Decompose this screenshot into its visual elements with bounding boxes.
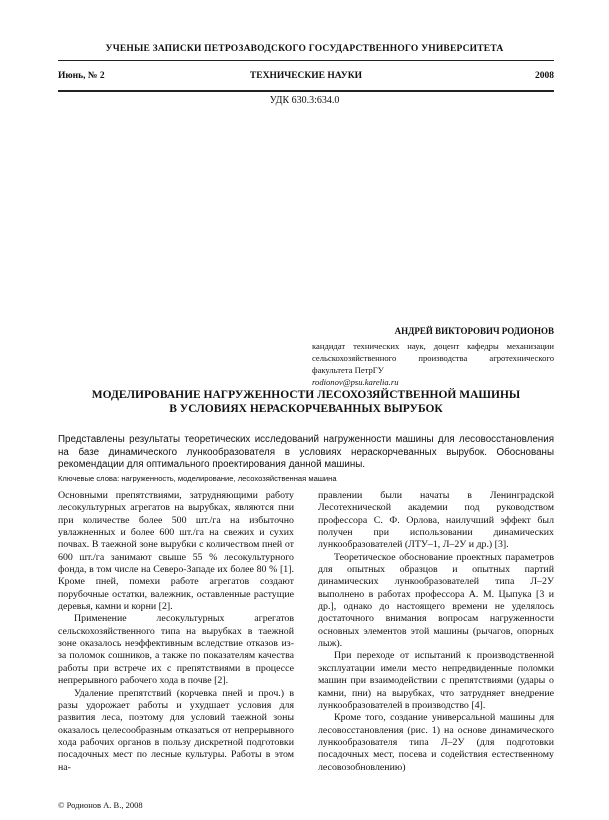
paragraph: Удаление препятствий (корчевка пней и проч.) в разы удорожает работы и ухудшает условия для развития леса, поэтому для условий таежной зоны оказалось целесообразным отказаться от непрерывного хода рабочих органов в пользу дискретной подготовки посадочных мест по лесные культуры. Работы в этом на-	[58, 687, 294, 773]
year-label: 2008	[535, 71, 554, 81]
header-rule	[58, 60, 554, 61]
paragraph: Основными препятствиями, затрудняющими работу лесокультурных агрегатов на вырубках, являются пни при количестве более 500 шт./га на избыточно увлажненных и более 600 шт./га на свежих и сухих почвах. В таежной зоне вырубки с количеством пней от 600 шт./га занимают свыше 55 % лесокультурного фонда, в том числе на Северо-Западе их более 80 % [1]. Кроме пней, помехи работе агрегатов создают порубочные остатки, валежник, оставленные растущие деревья, камни и корни [2].	[58, 490, 294, 613]
author-name: АНДРЕЙ ВИКТОРОВИЧ РОДИОНОВ	[394, 326, 554, 336]
title-line: В УСЛОВИЯХ НЕРАСКОРЧЕВАННЫХ ВЫРУБОК	[169, 403, 443, 415]
abstract: Представлены результаты теоретических исследований нагруженности машины для лесовосстановления на базе динамического лункообразователя в условиях нераскорчеванных вырубок. Обоснованы рекомендации для оптимального проектирования данной машины.	[58, 434, 554, 471]
meta-rule	[58, 90, 554, 92]
udk-code: УДК 630.3:634.0	[269, 95, 340, 106]
affiliation-line: факультета ПетрГУ	[312, 365, 384, 375]
affiliation-line: кандидат технических наук, доцент кафедры механизации	[312, 341, 554, 351]
paragraph: Теоретическое обоснование проектных параметров для опытных образцов и опытных партий динамических лункообразователей типа Л–2У выполнено в работах профессора А. М. Цыпука [3 и др.], однако до настоящего времени не уделялось достаточного внимания вопросам нагруженности основных элементов этой машины (рычагов, опорных лыж).	[318, 551, 554, 650]
issue-label: Июнь, № 2	[58, 71, 105, 81]
affiliation-line: сельскохозяйственного производства агротехнического	[312, 353, 554, 363]
section-label: ТЕХНИЧЕСКИЕ НАУКИ	[249, 71, 363, 81]
copyright: © Родионов А. В., 2008	[58, 800, 143, 810]
journal-title: УЧЕНЫЕ ЗАПИСКИ ПЕТРОЗАВОДСКОГО ГОСУДАРСТВЕННОГО УНИВЕРСИТЕТА	[105, 44, 504, 54]
body-column-right	[318, 490, 554, 774]
title-line: МОДЕЛИРОВАНИЕ НАГРУЖЕННОСТИ ЛЕСОХОЗЯЙСТВЕННОЙ МАШИНЫ	[91, 389, 521, 401]
paragraph: При переходе от испытаний к производственной эксплуатации имели место непредвиденные поломки машин при взаимодействии с препятствиями (удары о камни, пни) на вырубках, что затрудняет внедрение лункообразователей в производство [4].	[318, 650, 554, 711]
author-email[interactable]: rodionov@psu.karelia.ru	[312, 377, 399, 387]
body-column-left	[58, 490, 294, 774]
author-affiliation	[312, 340, 554, 388]
keywords: Ключевые слова: нагруженность, моделирование, лесохозяйственная машина	[58, 474, 337, 483]
paragraph: Применение лесокультурных агрегатов сельскохозяйственного типа на вырубках в таежной зоне оказалось неэффективным вследствие отказов из-за поломок сошников, а также по показателям качества работы при встрече их с препятствиями в процессе непрерывного рабочего хода в почве [2].	[58, 613, 294, 687]
paragraph: правлении были начаты в Ленинградской Лесотехнической академии под руководством профессора С. Ф. Орлова, наилучший эффект был получен при использовании динамических лункообразователей (ЛТУ–1, Л–2У и др.) [3].	[318, 490, 554, 551]
paragraph: Кроме того, создание универсальной машины для лесовосстановления (рис. 1) на основе динамического лункообразователя типа Л–2У (для подготовки посадочных мест, посева и содействия естественному лесовозобновлению)	[318, 712, 554, 773]
article-title	[58, 388, 554, 416]
